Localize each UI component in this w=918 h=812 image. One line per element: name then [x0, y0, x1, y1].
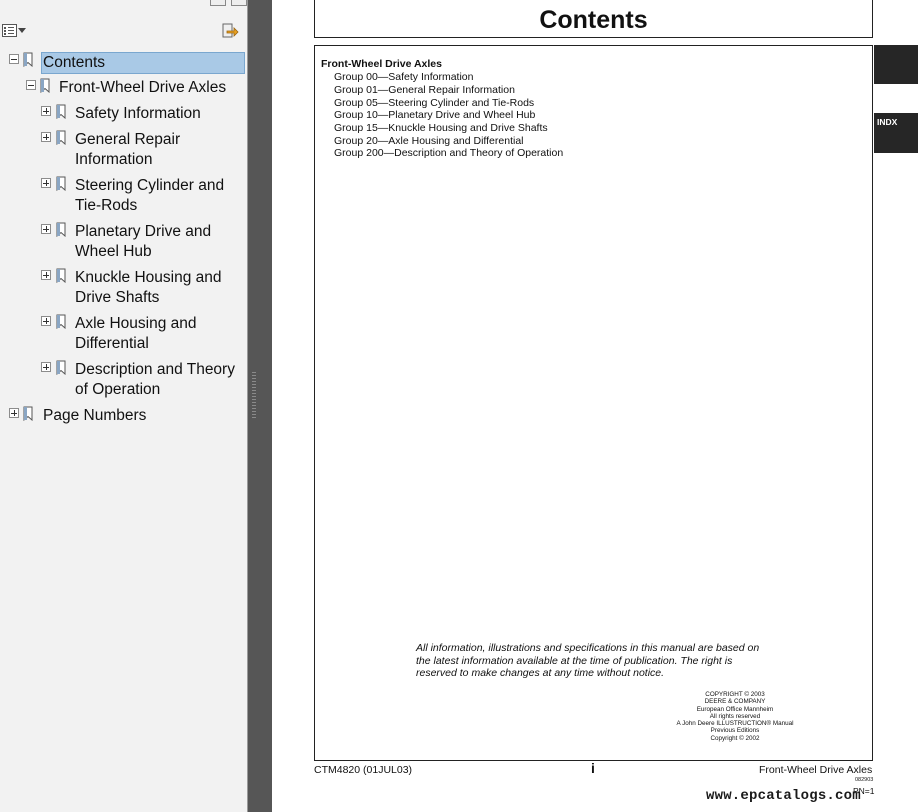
bookmark-label: Knuckle Housing and	[75, 269, 222, 286]
watermark: www.epcatalogs.com	[706, 788, 861, 804]
bookmark-label: Information	[75, 151, 153, 168]
bookmarks-panel	[0, 0, 248, 812]
toc-item[interactable]: Group 00—Safety Information	[334, 71, 474, 83]
bookmark-label: Wheel Hub	[75, 243, 152, 260]
toc-item[interactable]: Group 200—Description and Theory of Operation	[334, 147, 564, 159]
footer-pn: PN=1	[853, 786, 875, 796]
bookmark-label: Description and Theory	[75, 361, 235, 378]
expand-bookmark-icon[interactable]	[221, 22, 239, 40]
copyright-line: European Office Mannheim	[696, 705, 774, 713]
bookmark-label: Drive Shafts	[75, 289, 160, 306]
expand-icon[interactable]	[41, 132, 51, 142]
bookmark-contents[interactable]	[41, 52, 245, 74]
bookmark-knuckle-housing[interactable]	[75, 268, 222, 308]
toc-item[interactable]: Group 20—Axle Housing and Differential	[334, 135, 524, 147]
expand-icon[interactable]	[41, 316, 51, 326]
bookmark-label: Differential	[75, 335, 149, 352]
bookmark-steering-cylinder[interactable]	[75, 176, 224, 216]
bookmark-icon	[56, 268, 66, 283]
bookmark-icon	[56, 176, 66, 191]
bookmark-icon	[56, 130, 66, 145]
expand-icon[interactable]	[41, 178, 51, 188]
bookmarks-toolbar	[0, 0, 247, 44]
bookmark-safety-information[interactable]	[75, 104, 201, 124]
footer-title: Front-Wheel Drive Axles	[759, 764, 873, 776]
bookmark-icon	[56, 314, 66, 329]
collapse-icon[interactable]	[26, 80, 36, 90]
expand-icon[interactable]	[41, 362, 51, 372]
options-menu-icon[interactable]	[2, 22, 26, 38]
copyright-line: DEERE & COMPANY	[704, 698, 766, 706]
bookmark-icon	[23, 52, 33, 67]
bookmark-description-theory[interactable]	[75, 360, 235, 400]
expand-icon[interactable]	[41, 224, 51, 234]
bookmark-front-wheel-drive-axles[interactable]: Front-Wheel Drive Axles	[59, 79, 227, 96]
expand-icon[interactable]	[9, 408, 19, 418]
bookmark-icon	[40, 78, 50, 93]
bookmark-label: of Operation	[75, 381, 161, 398]
panel-control-icon[interactable]	[231, 0, 247, 6]
expand-icon[interactable]	[41, 270, 51, 280]
disclaimer-notice: All information, illustrations and specifications in this manual are based on the latest information available at the time of publication. The right is reserved to make changes at any time without notice.	[416, 642, 760, 680]
bookmark-label: Tie-Rods	[75, 197, 138, 214]
bookmark-label: Contents	[43, 54, 106, 71]
bookmark-icon	[56, 104, 66, 119]
toc-item[interactable]: Group 05—Steering Cylinder and Tie-Rods	[334, 97, 535, 109]
section-tab[interactable]	[874, 45, 918, 84]
footer-doc-id: CTM4820 (01JUL03)	[314, 764, 413, 776]
bookmark-label: General Repair	[75, 131, 181, 148]
bookmark-icon	[56, 360, 66, 375]
splitter-grip[interactable]	[252, 372, 256, 420]
copyright-block	[660, 691, 810, 742]
toc-heading: Front-Wheel Drive Axles	[321, 58, 442, 70]
bookmark-planetary-drive[interactable]	[75, 222, 211, 262]
toc-item[interactable]: Group 10—Planetary Drive and Wheel Hub	[334, 109, 536, 121]
copyright-line: Previous Editions	[710, 727, 760, 735]
index-tab-label: INDX	[877, 117, 898, 127]
copyright-line: Copyright © 2002	[710, 734, 760, 742]
footer-page-number: i	[591, 760, 595, 776]
bookmark-label: Safety Information	[75, 105, 201, 122]
copyright-line: COPYRIGHT © 2003	[705, 691, 765, 698]
toc-item[interactable]: Group 15—Knuckle Housing and Drive Shafts	[334, 122, 548, 134]
bookmark-page-numbers[interactable]: Page Numbers	[43, 407, 147, 424]
bookmark-general-repair[interactable]	[75, 130, 180, 170]
copyright-line: All rights reserved	[709, 712, 761, 720]
bookmark-label: Axle Housing and	[75, 315, 197, 332]
bookmark-label: Steering Cylinder and	[75, 177, 225, 194]
bookmark-label: Planetary Drive and	[75, 223, 212, 240]
page-title: Contents	[539, 6, 648, 34]
copyright-line: A John Deere ILLUSTRUCTION® Manual	[676, 720, 794, 728]
expand-icon[interactable]	[41, 106, 51, 116]
toc-item[interactable]: Group 01—General Repair Information	[334, 84, 515, 96]
bookmark-axle-housing[interactable]	[75, 314, 197, 354]
bookmark-icon	[23, 406, 33, 421]
panel-control-icon[interactable]	[210, 0, 226, 6]
bookmark-icon	[56, 222, 66, 237]
collapse-icon[interactable]	[9, 54, 19, 64]
footer-code: 082903	[855, 777, 874, 783]
